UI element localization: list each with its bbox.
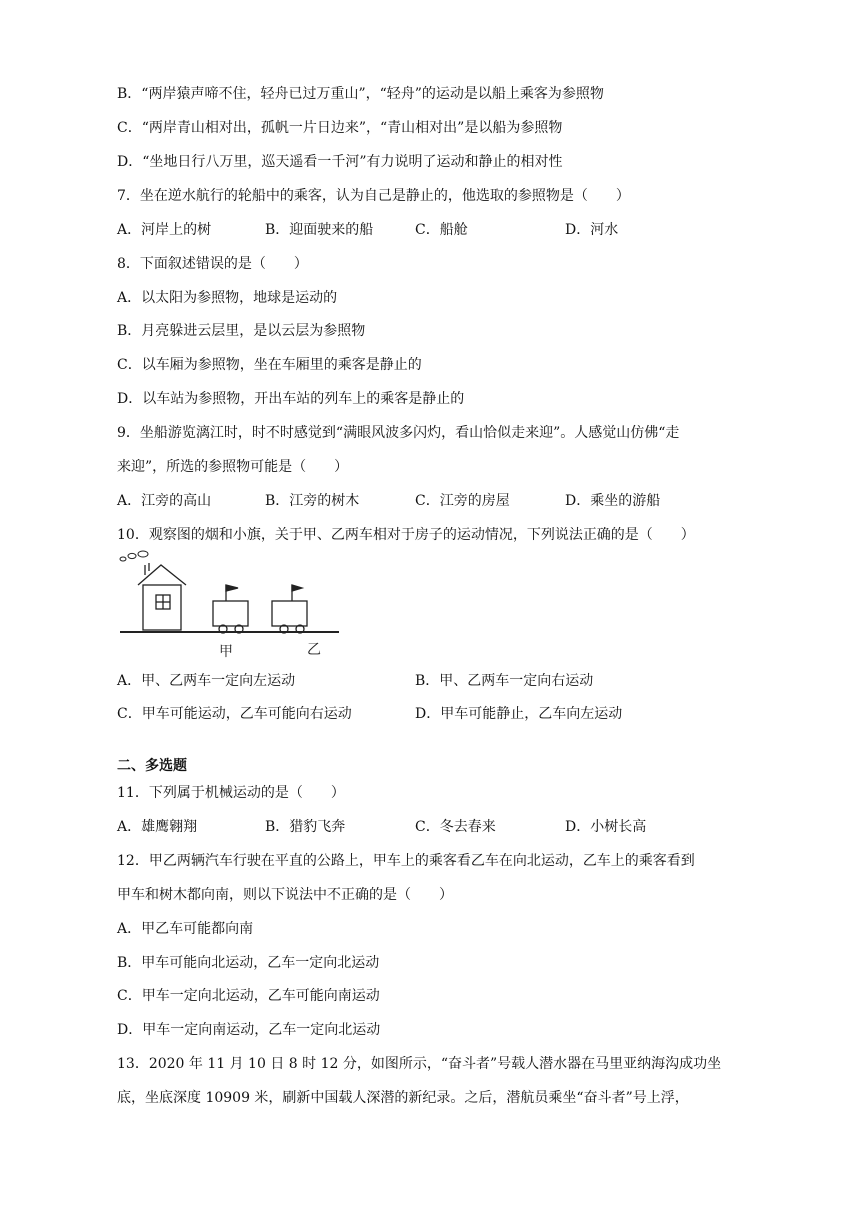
q11-stem: 11．下列属于机械运动的是（ ） [117, 785, 345, 801]
q7-option-d: D．河水 [565, 222, 619, 238]
label-jia: 甲 [219, 644, 233, 660]
q9-option-c: C．江旁的房屋 [415, 493, 510, 509]
q13-stem-line1: 13．2020 年 11 月 10 日 8 时 12 分，如图所示，“奋斗者”号载人潜水器在马里亚纳海沟成功坐 [117, 1056, 722, 1072]
q9-option-a: A．江旁的高山 [117, 493, 212, 509]
car-yi [272, 585, 307, 633]
q11-option-d: D．小树长高 [565, 819, 647, 835]
smoke-icon [120, 551, 148, 561]
q6-option-b: B．“两岸猿声啼不住，轻舟已过万重山”，“轻舟”的运动是以船上乘客为参照物 [117, 86, 604, 102]
q13-stem-line2: 底，坐底深度 10909 米，刷新中国载人深潜的新纪录。之后，潜航员乘坐“奋斗者”号上浮， [117, 1090, 689, 1106]
house [138, 563, 186, 630]
q7-option-c: C．船舱 [415, 222, 468, 238]
q6-option-c: C．“两岸青山相对出，孤帆一片日边来”，“青山相对出”是以船为参照物 [117, 120, 563, 136]
q8-option-a: A．以太阳为参照物，地球是运动的 [117, 290, 338, 306]
house-and-cars-figure [115, 550, 345, 662]
q8-option-b: B．月亮躲进云层里，是以云层为参照物 [117, 323, 366, 339]
q9-stem-line2: 来迎”，所选的参照物可能是（ ） [117, 459, 349, 475]
q6-option-d: D．“坐地日行八万里，巡天遥看一千河”有力说明了运动和静止的相对性 [117, 154, 563, 170]
q8-option-c: C．以车厢为参照物，坐在车厢里的乘客是静止的 [117, 357, 422, 373]
q9-option-b: B．江旁的树木 [265, 493, 360, 509]
q7-stem: 7．坐在逆水航行的轮船中的乘客，认为自己是静止的，他选取的参照物是（ ） [117, 188, 630, 204]
q9-option-d: D．乘坐的游船 [565, 493, 661, 509]
q10-stem: 10．观察图的烟和小旗，关于甲、乙两车相对于房子的运动情况，下列说法正确的是（ ） [117, 527, 695, 543]
q12-option-d: D．甲车一定向南运动，乙车一定向北运动 [117, 1022, 381, 1038]
q12-option-c: C．甲车一定向北运动，乙车可能向南运动 [117, 988, 380, 1004]
q10-option-d: D．甲车可能静止，乙车向左运动 [415, 706, 623, 722]
q10-option-a: A．甲、乙两车一定向左运动 [117, 673, 296, 689]
q12-option-a: A．甲乙车可能都向南 [117, 921, 254, 937]
section-heading: 二、多选题 [117, 758, 187, 774]
q12-stem-line1: 12．甲乙两辆汽车行驶在平直的公路上，甲车上的乘客看乙车在向北运动，乙车上的乘客看到 [117, 853, 695, 869]
car-jia [213, 585, 248, 633]
q7-option-b: B．迎面驶来的船 [265, 222, 374, 238]
q7-option-a: A．河岸上的树 [117, 222, 212, 238]
q11-option-a: A．雄鹰翱翔 [117, 819, 198, 835]
q11-option-b: B．猎豹飞奔 [265, 819, 346, 835]
q9-stem-line1: 9．坐船游览漓江时，时不时感觉到“满眼风波多闪灼，看山恰似走来迎”。人感觉山仿佛“走 [117, 425, 680, 441]
q8-stem: 8．下面叙述错误的是（ ） [117, 256, 308, 272]
q12-stem-line2: 甲车和树木都向南，则以下说法中不正确的是（ ） [117, 887, 453, 903]
q8-option-d: D．以车站为参照物，开出车站的列车上的乘客是静止的 [117, 391, 465, 407]
q11-option-c: C．冬去春来 [415, 819, 496, 835]
q10-option-b: B．甲、乙两车一定向右运动 [415, 673, 594, 689]
q12-option-b: B．甲车可能向北运动，乙车一定向北运动 [117, 955, 380, 971]
label-yi: 乙 [307, 642, 321, 658]
q10-option-c: C．甲车可能运动，乙车可能向右运动 [117, 706, 352, 722]
